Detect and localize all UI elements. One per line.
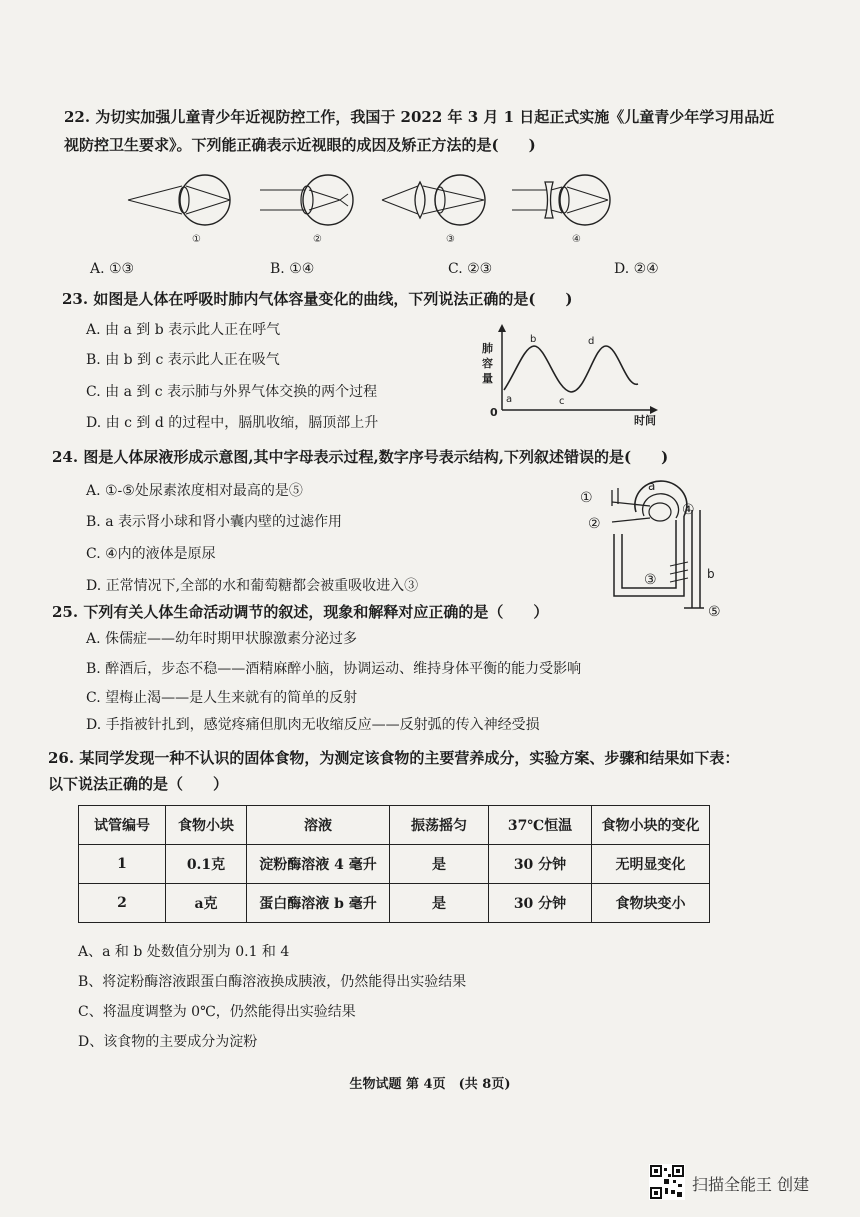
q26-option-c[interactable]: C、将温度调整为 0℃，仍然能得出实验结果	[78, 1004, 356, 1020]
q23-option-b[interactable]: B. 由 b 到 c 表示此人正在吸气	[86, 352, 280, 368]
graph-ylabel-2: 容	[482, 357, 493, 370]
graph-point-c: c	[559, 396, 565, 407]
table-cell: 是	[390, 845, 489, 884]
graph-ylabel-3: 量	[482, 372, 493, 385]
eye-diagram-2	[260, 175, 353, 245]
nephron-label-1: ①	[580, 490, 593, 506]
eye-diagram-3	[382, 175, 485, 245]
graph-ylabel-1: 肺	[482, 342, 493, 355]
table-cell: 2	[79, 884, 166, 923]
q22-option-b[interactable]: B. ①④	[270, 261, 315, 277]
qr-code-icon	[649, 1164, 685, 1200]
table-cell: 30 分钟	[489, 884, 592, 923]
graph-point-b: b	[530, 334, 537, 345]
experiment-table	[78, 805, 710, 923]
nephron-label-a: a	[648, 479, 656, 493]
eye-label-3: ③	[446, 234, 455, 245]
q26-stem-line1: 26. 某同学发现一种不认识的固体食物，为测定该食物的主要营养成分，实验方案、步骤和结果如下表：	[48, 749, 740, 767]
table-cell: 30 分钟	[489, 845, 592, 884]
q26-stem-line2: 以下说法正确的是（ ）	[48, 775, 229, 793]
eye-label-4: ④	[572, 234, 581, 245]
table-header: 食物小块的变化	[592, 806, 710, 845]
graph-origin: 0	[490, 406, 498, 419]
q24-stem: 24. 图是人体尿液形成示意图,其中字母表示过程,数字序号表示结构,下列叙述错误的是( )	[52, 448, 669, 466]
table-cell: 是	[390, 884, 489, 923]
page-footer: 生物试题 第 4页 (共 8页)	[349, 1077, 511, 1092]
nephron-label-b: b	[707, 567, 715, 581]
q22-stem-line1: 22. 为切实加强儿童青少年近视防控工作，我国于 2022 年 3 月 1 日起正式实施《儿童青少年学习用品近	[64, 108, 775, 126]
nephron-label-5: ⑤	[708, 604, 721, 620]
eye-label-1: ①	[192, 234, 201, 245]
q24-option-b[interactable]: B. a 表示肾小球和肾小囊内壁的过滤作用	[86, 514, 342, 530]
q26-option-b[interactable]: B、将淀粉酶溶液跟蛋白酶溶液换成胰液，仍然能得出实验结果	[78, 974, 467, 990]
graph-point-d: d	[588, 336, 595, 347]
q25-option-a[interactable]: A. 侏儒症——幼年时期甲状腺激素分泌过多	[86, 631, 358, 647]
eye-diagram-4	[512, 175, 610, 245]
q22-eye-diagrams	[120, 170, 640, 250]
table-cell: a克	[166, 884, 247, 923]
table-cell: 无明显变化	[592, 845, 710, 884]
q22-option-d[interactable]: D. ②④	[614, 261, 659, 277]
nephron-diagram	[574, 476, 734, 626]
table-header: 食物小块	[166, 806, 247, 845]
table-header: 溶液	[247, 806, 390, 845]
q26-option-a[interactable]: A、a 和 b 处数值分别为 0.1 和 4	[78, 944, 290, 960]
q25-stem: 25. 下列有关人体生命活动调节的叙述，现象和解释对应正确的是（ ）	[52, 603, 549, 621]
q23-option-c[interactable]: C. 由 a 到 c 表示肺与外界气体交换的两个过程	[86, 384, 378, 400]
lung-volume-graph	[476, 322, 666, 432]
q25-option-c[interactable]: C. 望梅止渴——是人生来就有的简单的反射	[86, 690, 358, 706]
eye-diagram-1	[128, 175, 230, 245]
q22-option-c[interactable]: C. ②③	[448, 261, 493, 277]
q24-option-a[interactable]: A. ①-⑤处尿素浓度相对最高的是⑤	[86, 483, 303, 499]
eye-label-2: ②	[313, 234, 322, 245]
q22-stem-line2: 视防控卫生要求》。下列能正确表示近视眼的成因及矫正方法的是( )	[64, 136, 536, 154]
table-cell: 0.1克	[166, 845, 247, 884]
q23-stem: 23. 如图是人体在呼吸时肺内气体容量变化的曲线，下列说法正确的是( )	[62, 290, 573, 308]
q25-option-b[interactable]: B. 醉酒后，步态不稳——酒精麻醉小脑，协调运动、维持身体平衡的能力受影响	[86, 661, 582, 677]
q24-option-c[interactable]: C. ④内的液体是原尿	[86, 546, 216, 562]
table-cell: 1	[79, 845, 166, 884]
table-row	[79, 884, 710, 923]
table-header-row	[79, 806, 710, 845]
scanner-watermark: 扫描全能王 创建	[692, 1175, 810, 1194]
graph-xlabel: 时间	[634, 414, 656, 427]
q24-option-d[interactable]: D. 正常情况下,全部的水和葡萄糖都会被重吸收进入③	[86, 578, 419, 594]
table-cell: 蛋白酶溶液 b 毫升	[247, 884, 390, 923]
q23-option-d[interactable]: D. 由 c 到 d 的过程中，膈肌收缩，膈顶部上升	[86, 415, 379, 431]
table-header: 37℃恒温	[489, 806, 592, 845]
table-header: 振荡摇匀	[390, 806, 489, 845]
table-cell: 淀粉酶溶液 4 毫升	[247, 845, 390, 884]
nephron-label-2: ②	[588, 516, 601, 532]
graph-point-a: a	[506, 394, 513, 405]
q23-option-a[interactable]: A. 由 a 到 b 表示此人正在呼气	[86, 322, 281, 338]
nephron-label-4: ④	[682, 502, 695, 518]
q26-option-d[interactable]: D、该食物的主要成分为淀粉	[78, 1034, 258, 1050]
q25-option-d[interactable]: D. 手指被针扎到，感觉疼痛但肌肉无收缩反应——反射弧的传入神经受损	[86, 717, 540, 733]
table-row	[79, 845, 710, 884]
q22-option-a[interactable]: A. ①③	[90, 261, 135, 277]
table-cell: 食物块变小	[592, 884, 710, 923]
nephron-label-3: ③	[644, 572, 657, 588]
table-header: 试管编号	[79, 806, 166, 845]
